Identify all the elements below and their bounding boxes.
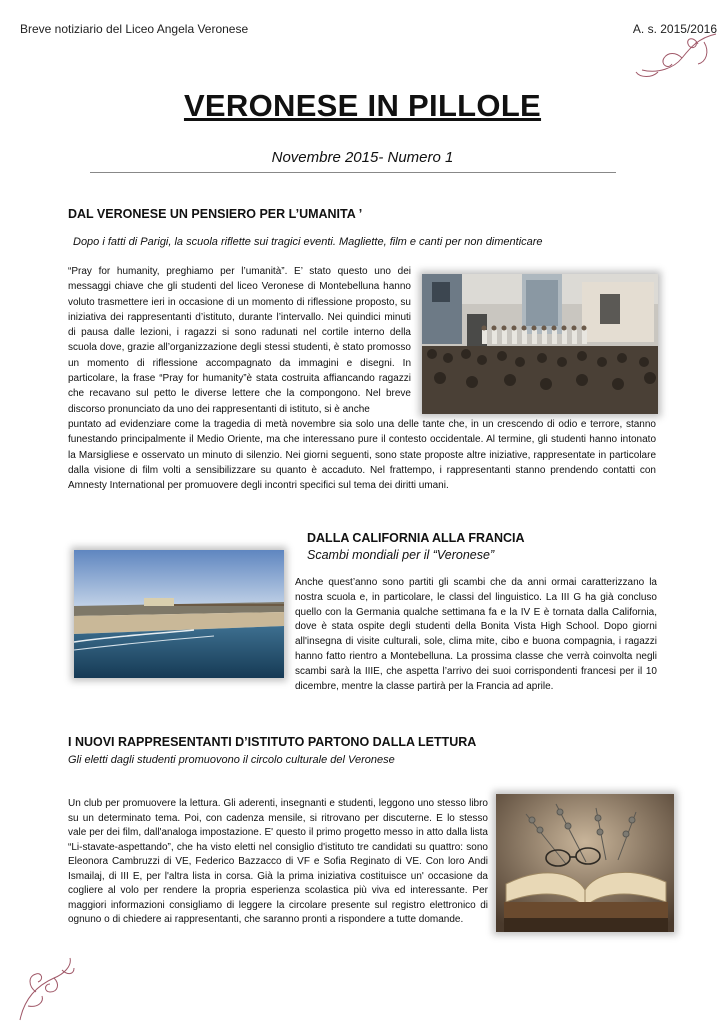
- school-year: A. s. 2015/2016: [632, 22, 717, 36]
- article-1-lead: Dopo i fatti di Parigi, la scuola riflette sui tragici eventi. Magliette, film e canti per non dimenticare: [73, 236, 543, 248]
- article-2-heading: DALLA CALIFORNIA ALLA FRANCIA: [307, 531, 525, 545]
- divider: [90, 172, 616, 173]
- article-2-lead: Scambi mondiali per il “Veronese”: [307, 548, 495, 562]
- article-3-body: Un club per promuovere la lettura. Gli aderenti, insegnanti e studenti, leggono uno stesso libro su un determinato tema. Poi, con cadenza mensile, si ritrovano per discuterne. E lo stesso vale per dei film, dall'analoga impostazione. E' questo il primo progetto messo in atto dalla lista “Li-stavate-aspettando”, che ha visto eletti nel consiglio d'istituto tre candidati su quattro: sono Eleonora Cambruzzi di VE, Federico Bazzacco di VF e Sofia Reginato di VE. Con loro Andi Ismailaj, di III E, per l'altra lista in corsa. Già la prima iniziativa costituisce un' occasione da cogliere al volo per rendere la propria esperienza scolastica più viva ed interessante. Per maggiori informazioni consigliamo di leggere la circolare presente sul registro elettronico di ognuno o di chiedere ai rappresentanti, che saranno pronti a rispondere a tutte domande.: [68, 798, 488, 925]
- newsletter-name: Breve notiziario del Liceo Angela Veronese: [20, 22, 249, 36]
- issue-info: Novembre 2015- Numero 1: [271, 149, 454, 166]
- article-1-heading: DAL VERONESE UN PENSIERO PER L’UMANITA ’: [68, 207, 363, 221]
- courtyard-photo: [422, 274, 658, 414]
- students-courtyard-icon: [422, 274, 658, 414]
- beach-photo: [74, 550, 284, 678]
- article-3-lead: Gli eletti dagli studenti promuovono il circolo culturale del Veronese: [68, 754, 395, 766]
- page-title: VERONESE IN PILLOLE: [183, 88, 542, 123]
- floral-ornament-icon: [628, 32, 718, 80]
- article-1-body-top: “Pray for humanity, preghiamo per l’umanità”. E’ stato questo uno dei messaggi chiave che gli studenti del liceo Veronese di Montebelluna hanno voluto trasmettere ieri in occasione di un momento di riflessione proposto, su iniziativa dei rappresentanti d’istituto, durante l’intervallo. Nei quindici minuti di pausa dalle lezioni, i ragazzi si sono radunati nel cortile interno della scuola dove, grazie all’organizzazione degli stessi studenti, è stato promosso un momento di riflessione accompagnato da immagini e disegni. In particolare, la frase “Pray for humanity”è stata costruita affiancando ragazzi che recavano sul petto le diverse lettere che la compongono. Nel breve discorso pronunciato da uno dei rappresentanti di istituto, si è anche: [68, 266, 411, 415]
- article-1-body-bottom: puntato ad evidenziare come la tragedia di metà novembre sia solo una delle tante che, in un crescendo di odio e terrore, stanno funestando principalmente il Medio Oriente, ma che interessano pure il contesto occidentale. Al termine, gli studenti hanno intonato la Marsigliese e osservato un minuto di silenzio. Nei giorni seguenti, sono state proposte altre iniziative, rappresentate in particolare dalla visione di film volti a sensibilizzare su quanto è accaduto. Nel frattempo, i rappresentanti stanno prendendo contatti con Amnesty International per promuovere degli incontri specifici sul tema dei diritti umani.: [68, 419, 656, 492]
- books-photo: [496, 794, 674, 932]
- beach-pier-icon: [74, 550, 284, 678]
- floral-ornament-bottom-icon: [14, 956, 76, 1022]
- article-2-body: Anche quest’anno sono partiti gli scambi che da anni ormai caratterizzano la nostra scuola e, in particolare, le classi del linguistico. La III G ha già concluso quello con la Germania qualche settimana fa e la IV E è tornata dalla California, dove è stata ospite degli studenti della Bonita Vista High School. Dopo giorni all'insegna di visite culturali, sole, clima mite, cibo e buona compagnia, i ragazzi hanno fatto rientro a Montebelluna. La prossima classe che verrà coinvolta negli scambi sarà la IIIE, che aspetta l’arrivo dei suoi corrispondenti francesi per il 10 dicembre, mentre la classe partirà per la Francia ad aprile.: [295, 577, 657, 692]
- old-books-icon: [496, 794, 674, 932]
- article-3-heading: I NUOVI RAPPRESENTANTI D’ISTITUTO PARTONO DALLA LETTURA: [68, 735, 477, 749]
